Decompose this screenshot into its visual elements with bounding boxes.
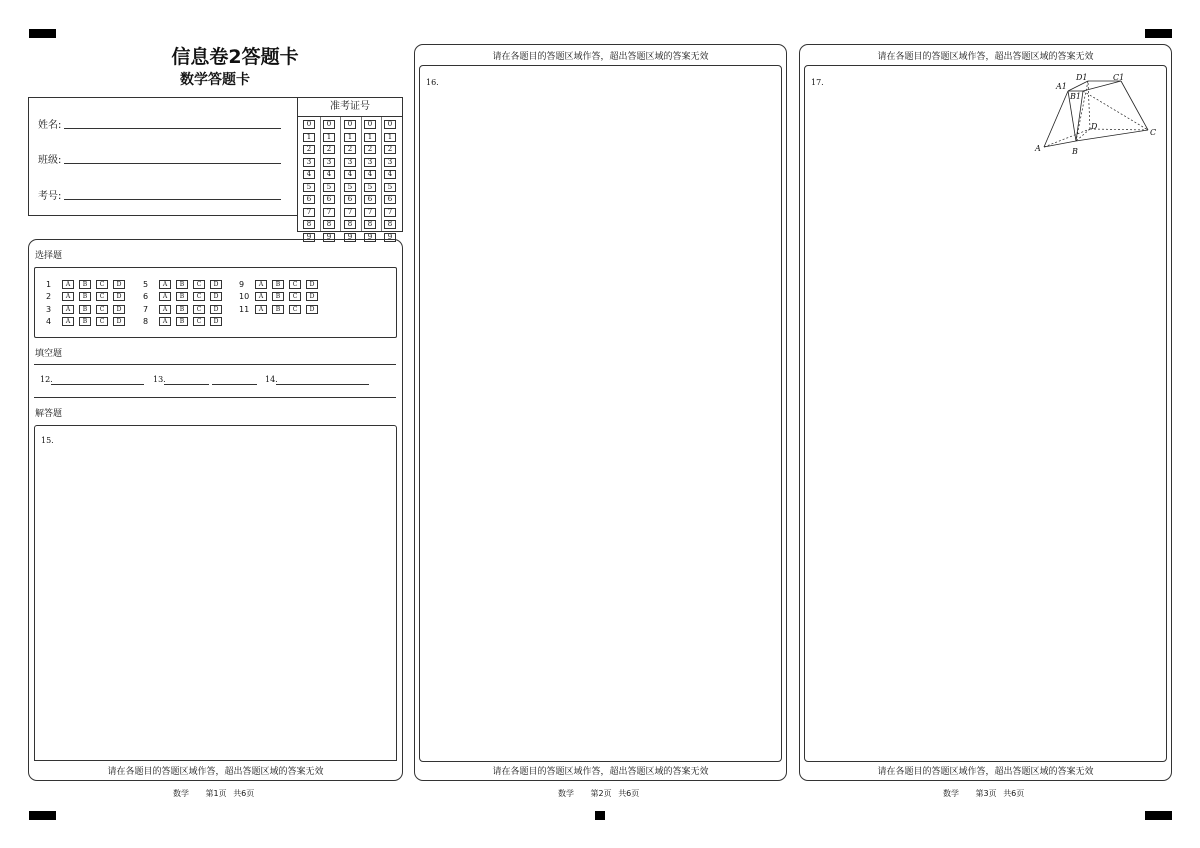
choice-option-bubble[interactable]: D — [210, 305, 222, 314]
admission-bubble[interactable]: 1 — [344, 133, 356, 142]
admission-bubble[interactable]: 8 — [384, 220, 396, 229]
label-a1: A1 — [1056, 82, 1067, 91]
admission-bubble[interactable]: 3 — [344, 158, 356, 167]
admission-number-header: 准考证号 — [298, 98, 402, 117]
question-13-number: 13. — [153, 375, 166, 384]
admission-bubble[interactable]: 3 — [364, 158, 376, 167]
panel-3-notice-top: 请在各题目的答题区域作答，超出答题区域的答案无效 — [877, 52, 1094, 62]
admission-bubble[interactable]: 4 — [303, 170, 315, 179]
choice-question-number: 11 — [239, 304, 250, 314]
admission-column-divider — [361, 117, 362, 231]
admission-bubble[interactable]: 5 — [344, 183, 356, 192]
footer-1-page: 第1页 — [205, 789, 227, 798]
choice-option-bubble[interactable]: B — [176, 305, 188, 314]
admission-bubble[interactable]: 7 — [323, 208, 335, 217]
admission-bubble[interactable]: 5 — [303, 183, 315, 192]
admission-bubble[interactable]: 2 — [384, 145, 396, 154]
name-label: 姓名: — [38, 120, 62, 131]
choice-option-bubble[interactable]: A — [62, 317, 74, 326]
choice-option-bubble[interactable]: B — [79, 280, 91, 289]
choice-question-row — [239, 279, 323, 289]
student-info-box — [28, 97, 297, 216]
class-label: 班级: — [38, 155, 62, 166]
registration-mark-bottom-right — [1145, 811, 1172, 820]
choice-question-row — [46, 292, 130, 302]
footer-2-subject: 数学 — [558, 789, 574, 798]
choice-option-bubble[interactable]: C — [289, 280, 301, 289]
choice-question-number: 6 — [143, 292, 149, 301]
admission-bubble[interactable]: 5 — [384, 183, 396, 192]
question-16-number: 16. — [426, 78, 439, 87]
question-16-answer-area[interactable] — [419, 65, 782, 762]
choice-answer-area — [34, 267, 397, 338]
registration-mark-top-right — [1145, 29, 1172, 38]
admission-bubble[interactable]: 2 — [303, 145, 315, 154]
footer-page-1 — [173, 788, 254, 799]
section-solve-label: 解答题 — [35, 409, 63, 419]
registration-mark-bottom-left — [29, 811, 56, 820]
question-12-number: 12. — [40, 375, 53, 384]
page-title: 信息卷2答题卡 — [171, 46, 299, 68]
choice-option-bubble[interactable]: B — [79, 292, 91, 301]
choice-option-bubble[interactable]: A — [255, 292, 267, 301]
choice-option-bubble[interactable]: A — [255, 280, 267, 289]
choice-question-number: 4 — [46, 317, 52, 326]
choice-option-bubble[interactable]: A — [159, 317, 171, 326]
choice-question-row — [239, 304, 323, 314]
choice-question-row — [143, 279, 227, 289]
admission-column-2 — [323, 120, 335, 245]
answer-panel-2 — [414, 44, 787, 781]
choice-question-number: 8 — [143, 317, 149, 326]
panel-2-notice-top: 请在各题目的答题区域作答，超出答题区域的答案无效 — [492, 52, 709, 62]
footer-1-total: 共6页 — [233, 789, 255, 798]
choice-question-row — [46, 304, 130, 314]
footer-3-total: 共6页 — [1003, 789, 1025, 798]
label-d: D — [1091, 122, 1098, 131]
choice-option-bubble[interactable]: C — [96, 305, 108, 314]
admission-bubble[interactable]: 2 — [364, 145, 376, 154]
admission-bubble[interactable]: 9 — [303, 233, 315, 242]
choice-option-bubble[interactable]: C — [193, 292, 205, 301]
admission-bubble[interactable]: 6 — [364, 195, 376, 204]
admission-number-grid — [297, 97, 403, 241]
label-d1: D1 — [1076, 73, 1088, 82]
question-17-answer-area[interactable] — [804, 65, 1167, 762]
choice-question-number: 3 — [46, 304, 52, 314]
choice-option-bubble[interactable]: D — [210, 280, 222, 289]
question-15-answer-area[interactable] — [34, 425, 397, 761]
admission-bubble[interactable]: 7 — [364, 208, 376, 217]
choice-option-bubble[interactable]: C — [193, 305, 205, 314]
choice-option-bubble[interactable]: A — [159, 280, 171, 289]
choice-option-bubble[interactable]: C — [96, 280, 108, 289]
admission-bubble[interactable]: 0 — [364, 120, 376, 129]
choice-question-number: 2 — [46, 292, 52, 301]
admission-bubble[interactable]: 6 — [344, 195, 356, 204]
choice-question-row — [46, 279, 130, 289]
admission-bubble[interactable]: 2 — [344, 145, 356, 154]
admission-column-3 — [344, 120, 356, 245]
registration-mark-bottom-center — [595, 811, 605, 820]
class-field[interactable] — [64, 151, 281, 164]
choice-question-row — [46, 317, 130, 327]
admission-bubble[interactable]: 5 — [364, 183, 376, 192]
admission-bubble[interactable]: 8 — [323, 220, 335, 229]
choice-option-bubble[interactable]: B — [79, 305, 91, 314]
admission-bubble[interactable]: 0 — [384, 120, 396, 129]
choice-option-bubble[interactable]: D — [306, 292, 318, 301]
admission-bubble[interactable]: 0 — [323, 120, 335, 129]
question-12-blank[interactable] — [51, 383, 144, 385]
choice-option-bubble[interactable]: B — [272, 305, 284, 314]
choice-option-bubble[interactable]: C — [193, 317, 205, 326]
label-c1: C1 — [1113, 73, 1125, 82]
footer-2-page: 第2页 — [590, 789, 612, 798]
choice-option-bubble[interactable]: A — [62, 305, 74, 314]
admission-bubble[interactable]: 0 — [344, 120, 356, 129]
choice-question-number: 7 — [143, 304, 149, 314]
choice-question-number: 10 — [239, 292, 250, 301]
choice-option-bubble[interactable]: A — [255, 305, 267, 314]
choice-option-bubble[interactable]: D — [306, 280, 318, 289]
admission-bubble[interactable]: 4 — [344, 170, 356, 179]
admission-bubble[interactable]: 1 — [303, 133, 315, 142]
choice-option-bubble[interactable]: D — [113, 280, 125, 289]
admission-bubble[interactable]: 5 — [323, 183, 335, 192]
footer-2-total: 共6页 — [618, 789, 640, 798]
fill-area-bottom-rule — [34, 397, 396, 398]
choice-question-number: 1 — [46, 279, 52, 289]
choice-option-bubble[interactable]: D — [113, 305, 125, 314]
label-b1: B1 — [1070, 92, 1081, 101]
admission-column-divider — [320, 117, 321, 231]
footer-1-subject: 数学 — [173, 789, 189, 798]
choice-option-bubble[interactable]: B — [176, 292, 188, 301]
footer-page-2 — [558, 788, 639, 799]
admission-bubble[interactable]: 7 — [384, 208, 396, 217]
choice-question-number: 5 — [143, 279, 149, 289]
choice-question-row — [239, 292, 323, 302]
admission-bubble[interactable]: 9 — [384, 233, 396, 242]
exam-no-field[interactable] — [64, 187, 281, 200]
admission-bubble[interactable]: 7 — [344, 208, 356, 217]
choice-option-bubble[interactable]: A — [62, 280, 74, 289]
choice-option-bubble[interactable]: C — [96, 292, 108, 301]
admission-bubble[interactable]: 6 — [303, 195, 315, 204]
question-13-blank-2[interactable] — [212, 383, 257, 385]
choice-option-bubble[interactable]: B — [272, 280, 284, 289]
choice-question-number: 9 — [239, 279, 245, 289]
registration-mark-top-left — [29, 29, 56, 38]
admission-bubble[interactable]: 4 — [384, 170, 396, 179]
admission-bubble[interactable]: 6 — [323, 195, 335, 204]
admission-column-4 — [364, 120, 376, 245]
admission-bubble[interactable]: 8 — [344, 220, 356, 229]
choice-option-bubble[interactable]: D — [306, 305, 318, 314]
admission-bubble[interactable]: 4 — [364, 170, 376, 179]
admission-bubble[interactable]: 3 — [384, 158, 396, 167]
choice-option-bubble[interactable]: B — [176, 280, 188, 289]
admission-bubble[interactable]: 9 — [323, 233, 335, 242]
section-fill-label: 填空题 — [35, 349, 63, 359]
choice-option-bubble[interactable]: D — [113, 292, 125, 301]
label-c: C — [1150, 128, 1157, 137]
choice-option-bubble[interactable]: D — [113, 317, 125, 326]
section-choice-label: 选择题 — [35, 251, 63, 261]
choice-option-bubble[interactable]: D — [210, 292, 222, 301]
panel-2-notice-bottom: 请在各题目的答题区域作答，超出答题区域的答案无效 — [492, 767, 709, 777]
admission-bubble[interactable]: 4 — [323, 170, 335, 179]
admission-bubble[interactable]: 8 — [303, 220, 315, 229]
choice-option-bubble[interactable]: C — [289, 305, 301, 314]
admission-column-1 — [303, 120, 315, 245]
admission-bubble[interactable]: 1 — [364, 133, 376, 142]
choice-option-bubble[interactable]: B — [272, 292, 284, 301]
label-a: A — [1035, 144, 1041, 153]
prism-figure — [1030, 70, 1165, 160]
admission-column-divider — [340, 117, 341, 231]
panel-1-notice: 请在各题目的答题区域作答，超出答题区域的答案无效 — [107, 767, 324, 777]
admission-column-5 — [384, 120, 396, 245]
footer-page-3 — [943, 788, 1024, 799]
admission-bubble[interactable]: 0 — [303, 120, 315, 129]
admission-bubble[interactable]: 3 — [303, 158, 315, 167]
choice-question-row — [143, 317, 227, 327]
choice-question-row — [143, 304, 227, 314]
footer-3-page: 第3页 — [975, 789, 997, 798]
choice-option-bubble[interactable]: A — [62, 292, 74, 301]
page-subtitle: 数学答题卡 — [180, 72, 250, 88]
choice-option-bubble[interactable]: D — [210, 317, 222, 326]
admission-bubble[interactable]: 1 — [384, 133, 396, 142]
exam-no-label: 考号: — [38, 191, 62, 202]
fill-area-top-rule — [34, 364, 396, 365]
question-15-number: 15. — [41, 436, 54, 445]
admission-bubble[interactable]: 9 — [364, 233, 376, 242]
choice-option-bubble[interactable]: C — [193, 280, 205, 289]
admission-column-divider — [381, 117, 382, 231]
choice-option-bubble[interactable]: C — [289, 292, 301, 301]
admission-bubble[interactable]: 8 — [364, 220, 376, 229]
footer-3-subject: 数学 — [943, 789, 959, 798]
answer-panel-1 — [28, 239, 403, 781]
choice-option-bubble[interactable]: A — [159, 305, 171, 314]
panel-3-notice-bottom: 请在各题目的答题区域作答，超出答题区域的答案无效 — [877, 767, 1094, 777]
question-14-blank[interactable] — [276, 383, 369, 385]
name-field[interactable] — [64, 116, 281, 129]
admission-bubble[interactable]: 9 — [344, 233, 356, 242]
label-b: B — [1072, 147, 1078, 156]
choice-option-bubble[interactable]: A — [159, 292, 171, 301]
admission-bubble[interactable]: 7 — [303, 208, 315, 217]
admission-bubble[interactable]: 3 — [323, 158, 335, 167]
choice-option-bubble[interactable]: B — [176, 317, 188, 326]
choice-option-bubble[interactable]: C — [96, 317, 108, 326]
choice-option-bubble[interactable]: B — [79, 317, 91, 326]
choice-question-row — [143, 292, 227, 302]
question-13-blank-1[interactable] — [164, 383, 209, 385]
admission-bubble[interactable]: 1 — [323, 133, 335, 142]
admission-bubble[interactable]: 6 — [384, 195, 396, 204]
admission-bubble[interactable]: 2 — [323, 145, 335, 154]
question-17-number: 17. — [811, 78, 824, 87]
question-14-number: 14. — [265, 375, 278, 384]
